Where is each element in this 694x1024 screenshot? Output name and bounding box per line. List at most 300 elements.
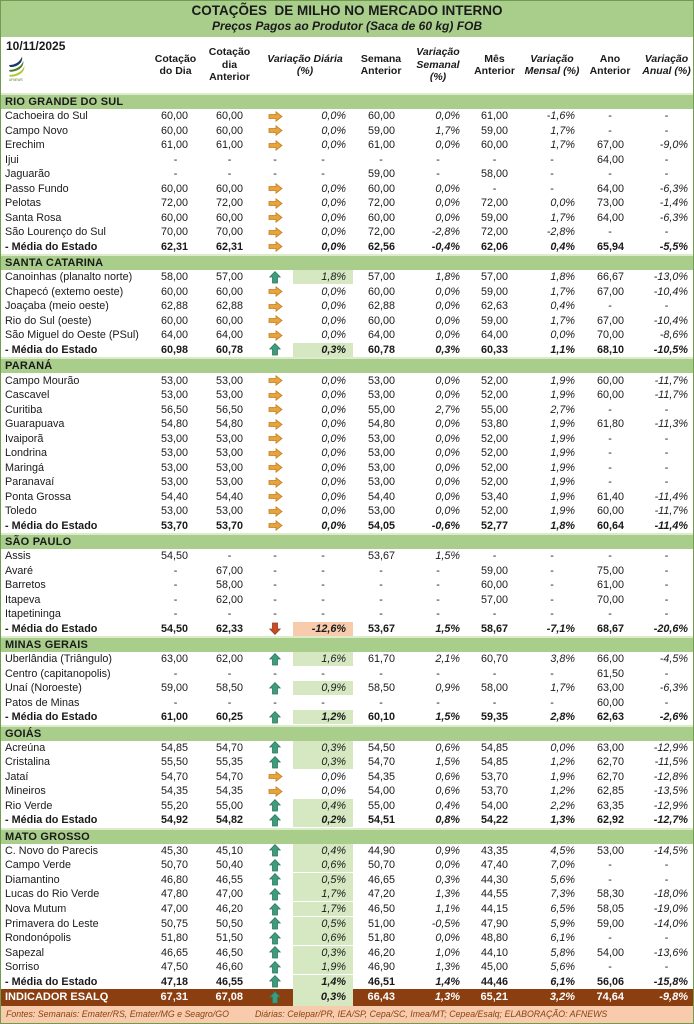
price-cell: 52,00: [480, 505, 508, 518]
variation-cell: -: [436, 696, 440, 709]
price-cell: 61,00: [480, 110, 508, 123]
price-cell: 59,00: [480, 124, 508, 137]
price-cell: 62,00: [215, 593, 243, 606]
price-cell: 53,00: [160, 389, 188, 402]
table-row: [1, 109, 693, 124]
variation-cell: 7,3%: [550, 888, 575, 901]
price-cell: -: [227, 550, 232, 563]
price-cell: 67,31: [160, 990, 188, 1003]
price-cell: 53,00: [367, 476, 395, 489]
variation-cell: 5,9%: [550, 917, 575, 930]
price-cell: -: [608, 961, 612, 974]
price-cell: 60,00: [215, 110, 243, 123]
variation-cell: 0,0%: [435, 476, 460, 489]
price-cell: 58,50: [367, 682, 395, 695]
price-cell: -: [379, 608, 383, 621]
right-arrow-icon: [257, 328, 293, 343]
variation-cell: -: [321, 667, 325, 680]
location-label: Campo Novo: [5, 124, 69, 137]
variation-cell: -: [321, 579, 325, 592]
up-arrow-icon: [257, 652, 293, 667]
price-cell: 53,00: [367, 432, 395, 445]
variation-cell: 1,3%: [435, 888, 460, 901]
variation-cell: -: [436, 667, 440, 680]
price-cell: 68,10: [596, 343, 624, 356]
footer-sources-weekly: Fontes: Semanais: Emater/RS, Emater/MG e Seagro/GO: [6, 1009, 229, 1020]
variation-cell: 2,2%: [550, 799, 575, 812]
price-cell: -: [608, 550, 612, 563]
table-row: [1, 945, 693, 960]
location-label: Primavera do Leste: [5, 917, 99, 930]
right-arrow-icon: [257, 373, 293, 388]
price-cell: 58,00: [480, 168, 508, 181]
section-header-minas-gerais: MINAS GERAIS: [1, 636, 693, 652]
price-cell: 51,80: [160, 932, 188, 945]
price-cell: 52,00: [480, 374, 508, 387]
variation-cell: 1,8%: [293, 270, 353, 284]
price-cell: 61,50: [596, 667, 624, 680]
price-cell: 53,00: [160, 476, 188, 489]
variation-cell: 0,0%: [435, 432, 460, 445]
table-row: [1, 225, 693, 240]
price-cell: 62,92: [596, 814, 624, 827]
price-cell: 59,35: [480, 711, 508, 724]
column-header-2: Variação Diária (%): [267, 52, 343, 77]
right-arrow-icon: [257, 240, 293, 255]
column-header-4: Variação Semanal (%): [416, 46, 460, 84]
price-cell: 44,55: [480, 888, 508, 901]
variation-cell: 0,0%: [435, 374, 460, 387]
variation-cell: 0,4%: [293, 844, 353, 858]
variation-cell: 1,9%: [550, 505, 575, 518]
price-cell: 46,20: [367, 946, 395, 959]
table-row: [1, 813, 693, 828]
table-row: [1, 844, 693, 859]
price-cell: 46,90: [367, 961, 395, 974]
price-cell: 64,00: [480, 329, 508, 342]
table-row: [1, 652, 693, 667]
price-cell: 60,00: [367, 314, 395, 327]
price-cell: 60,00: [215, 182, 243, 195]
variation-cell: 1,9%: [293, 960, 353, 974]
variation-cell: 1,5%: [435, 711, 460, 724]
variation-cell: 0,3%: [293, 946, 353, 960]
variation-cell: -1,6%: [546, 110, 575, 123]
price-cell: 60,00: [160, 110, 188, 123]
variation-cell: 0,0%: [550, 741, 575, 754]
variation-cell: 0,0%: [435, 389, 460, 402]
variation-cell: -10,4%: [653, 285, 688, 298]
price-cell: 61,00: [160, 711, 188, 724]
variation-cell: 0,0%: [321, 240, 346, 253]
table-row: [1, 182, 693, 197]
price-cell: 58,00: [480, 682, 508, 695]
no-change-dash: -: [273, 168, 277, 181]
price-cell: 62,85: [596, 785, 624, 798]
variation-cell: 2,8%: [550, 711, 575, 724]
variation-cell: -: [664, 564, 669, 577]
right-arrow-icon: [257, 460, 293, 475]
table-row: [1, 446, 693, 461]
price-cell: 64,00: [596, 182, 624, 195]
location-label: Rondonópolis: [5, 932, 72, 945]
price-cell: 51,00: [367, 917, 395, 930]
price-cell: 54,35: [160, 785, 188, 798]
variation-cell: -12,6%: [293, 622, 353, 636]
right-arrow-icon: [257, 388, 293, 403]
variation-cell: 1,0%: [435, 946, 460, 959]
price-cell: 43,35: [480, 844, 508, 857]
price-cell: 52,00: [480, 447, 508, 460]
variation-cell: -: [664, 696, 669, 709]
variation-cell: 0,0%: [321, 139, 346, 152]
variation-cell: 0,0%: [321, 461, 346, 474]
variation-cell: -11,7%: [654, 505, 688, 518]
variation-cell: -12,8%: [653, 770, 688, 783]
price-cell: 60,64: [596, 519, 624, 532]
price-cell: -: [173, 564, 178, 577]
variation-cell: 0,9%: [435, 682, 460, 695]
table-row: [1, 285, 693, 300]
table-row: [1, 402, 693, 417]
variation-cell: -: [664, 168, 669, 181]
variation-cell: -: [664, 432, 669, 445]
price-cell: 62,63: [480, 300, 508, 313]
price-cell: 54,85: [480, 741, 508, 754]
variation-cell: -: [436, 608, 440, 621]
price-cell: 62,56: [367, 240, 395, 253]
price-cell: 46,80: [160, 873, 188, 886]
price-cell: -: [173, 696, 178, 709]
price-cell: 60,00: [160, 211, 188, 224]
location-label: Canoinhas (planalto norte): [5, 271, 133, 284]
price-cell: 52,00: [480, 432, 508, 445]
table-row: [1, 373, 693, 388]
location-label: Toledo: [5, 505, 37, 518]
variation-cell: -: [664, 859, 669, 872]
price-cell: 67,00: [596, 314, 624, 327]
table-row: [1, 314, 693, 329]
no-change-dash: -: [273, 550, 277, 563]
location-label: Chapecó (extemo oeste): [5, 285, 124, 298]
price-cell: 60,00: [480, 139, 508, 152]
price-cell: 53,00: [160, 432, 188, 445]
price-cell: 65,21: [480, 990, 508, 1003]
price-cell: 67,00: [596, 285, 624, 298]
variation-cell: 0,0%: [321, 124, 346, 137]
price-cell: 52,77: [480, 519, 508, 532]
no-change-dash: -: [273, 608, 277, 621]
variation-cell: 1,5%: [435, 622, 460, 635]
variation-cell: 2,1%: [435, 653, 460, 666]
variation-cell: -13,6%: [653, 946, 688, 959]
variation-cell: 5,6%: [550, 873, 575, 886]
column-header-8: Variação Anual (%): [642, 52, 691, 77]
variation-cell: 0,0%: [321, 785, 346, 798]
price-cell: 51,80: [367, 932, 395, 945]
price-cell: -: [379, 593, 383, 606]
location-label: São Lourenço do Sul: [5, 226, 106, 239]
right-arrow-icon: [257, 109, 293, 124]
right-arrow-icon: [257, 211, 293, 226]
price-cell: -: [173, 579, 178, 592]
price-cell: 54,50: [160, 550, 188, 563]
variation-cell: -0,4%: [431, 240, 460, 253]
variation-cell: 1,8%: [550, 519, 575, 532]
variation-cell: -: [436, 579, 440, 592]
price-cell: 53,40: [480, 490, 508, 503]
price-cell: 56,50: [215, 403, 243, 416]
variation-cell: 0,3%: [293, 741, 353, 755]
location-label: Maringá: [5, 461, 45, 474]
price-cell: 53,70: [160, 519, 188, 532]
price-cell: -: [608, 461, 612, 474]
variation-cell: 0,0%: [435, 139, 460, 152]
price-cell: 59,00: [480, 211, 508, 224]
price-cell: 60,00: [215, 211, 243, 224]
price-cell: 46,65: [160, 946, 188, 959]
price-cell: -: [608, 168, 612, 181]
variation-cell: 0,0%: [321, 285, 346, 298]
variation-cell: -7,1%: [546, 622, 575, 635]
table-row: [1, 974, 693, 989]
variation-cell: -: [664, 932, 669, 945]
variation-cell: -: [664, 550, 669, 563]
price-cell: 54,92: [160, 814, 188, 827]
variation-cell: 0,0%: [321, 110, 346, 123]
price-cell: 47,80: [160, 888, 188, 901]
variation-cell: -: [664, 593, 669, 606]
table-row: [1, 196, 693, 211]
price-cell: 53,00: [215, 447, 243, 460]
variation-cell: 0,6%: [435, 741, 460, 754]
variation-cell: -: [321, 608, 325, 621]
price-cell: 55,20: [160, 799, 188, 812]
price-cell: 60,00: [596, 374, 624, 387]
variation-cell: 0,0%: [321, 505, 346, 518]
right-arrow-icon: [257, 196, 293, 211]
variation-cell: 0,0%: [321, 182, 346, 195]
price-cell: 55,00: [480, 403, 508, 416]
variation-cell: -11,7%: [654, 389, 688, 402]
section-header-s-o-paulo: SÃO PAULO: [1, 533, 693, 549]
variation-cell: 1,7%: [293, 887, 353, 901]
price-cell: 53,00: [367, 461, 395, 474]
location-label: Patos de Minas: [5, 696, 80, 709]
up-arrow-icon: [257, 681, 293, 696]
price-cell: 56,06: [596, 975, 624, 988]
price-cell: 60,00: [367, 110, 395, 123]
price-cell: 53,00: [215, 476, 243, 489]
variation-cell: -: [550, 168, 554, 181]
price-cell: 46,50: [367, 903, 395, 915]
price-cell: 46,50: [215, 946, 243, 959]
table-row: [1, 592, 693, 607]
page-subtitle: Preços Pagos ao Produtor (Saca de 60 kg) FOB: [211, 19, 483, 33]
price-cell: -: [227, 153, 232, 166]
price-cell: 63,35: [596, 799, 624, 812]
price-cell: 54,51: [367, 814, 395, 827]
variation-cell: -: [664, 667, 669, 680]
price-cell: 53,00: [367, 374, 395, 387]
price-cell: 61,00: [367, 139, 395, 152]
price-cell: 62,88: [160, 300, 188, 313]
variation-cell: 1,5%: [435, 550, 460, 563]
price-cell: 52,00: [480, 476, 508, 489]
price-cell: 60,00: [480, 579, 508, 592]
no-change-dash: -: [273, 153, 277, 166]
variation-cell: -11,5%: [654, 756, 688, 769]
price-cell: 53,67: [367, 550, 395, 563]
price-cell: 72,00: [367, 197, 395, 210]
variation-cell: -2,8%: [431, 226, 460, 239]
state-average-label: - Média do Estado: [5, 814, 98, 827]
price-cell: 53,70: [480, 770, 508, 783]
variation-cell: -14,5%: [653, 844, 688, 857]
price-cell: 50,50: [215, 917, 243, 930]
price-cell: 60,00: [596, 389, 624, 402]
price-cell: -: [227, 168, 232, 181]
price-cell: 60,00: [215, 314, 243, 327]
variation-cell: 0,0%: [435, 110, 460, 123]
table-row: [1, 549, 693, 564]
variation-cell: 1,3%: [434, 990, 460, 1003]
price-cell: 53,00: [367, 389, 395, 402]
variation-cell: -2,6%: [659, 711, 688, 724]
variation-cell: -9,8%: [659, 990, 688, 1003]
price-cell: 50,70: [160, 859, 188, 872]
page-title: COTAÇÕES DE MILHO NO MERCADO INTERNO: [191, 3, 503, 18]
variation-cell: 1,1%: [435, 903, 460, 915]
right-arrow-icon: [257, 299, 293, 314]
indicator-label: INDICADOR ESALQ: [5, 990, 109, 1003]
variation-cell: -10,4%: [653, 314, 688, 327]
right-arrow-icon: [257, 475, 293, 490]
variation-cell: -: [664, 124, 669, 137]
table-row: [1, 431, 693, 446]
price-cell: 53,00: [367, 447, 395, 460]
up-arrow-icon: [257, 741, 293, 756]
variation-cell: 0,0%: [435, 859, 460, 872]
table-row: [1, 931, 693, 946]
price-cell: 53,67: [367, 622, 395, 635]
variation-cell: -: [436, 168, 440, 181]
title-bar: [1, 1, 693, 37]
variation-cell: 0,0%: [435, 329, 460, 342]
price-cell: 70,00: [596, 593, 624, 606]
variation-cell: 1,3%: [435, 961, 460, 974]
price-cell: -: [173, 168, 178, 181]
variation-cell: 3,8%: [550, 653, 575, 666]
table-row: [1, 138, 693, 153]
price-cell: 46,51: [367, 975, 395, 988]
price-cell: 59,00: [480, 564, 508, 577]
table-row: [1, 741, 693, 756]
variation-cell: 1,8%: [435, 271, 460, 284]
price-cell: 61,80: [596, 418, 624, 431]
price-cell: 53,00: [367, 505, 395, 518]
up-arrow-icon: [257, 873, 293, 888]
variation-cell: 0,0%: [435, 461, 460, 474]
variation-cell: 0,0%: [435, 314, 460, 327]
price-cell: 59,00: [480, 285, 508, 298]
price-cell: 59,00: [596, 917, 624, 930]
price-cell: -: [492, 667, 497, 680]
variation-cell: -11,4%: [654, 490, 688, 503]
location-label: Passo Fundo: [5, 182, 69, 195]
price-cell: 57,00: [480, 593, 508, 606]
variation-cell: -: [550, 608, 554, 621]
price-cell: 53,00: [160, 505, 188, 518]
price-cell: 45,10: [215, 844, 243, 857]
price-cell: 56,50: [160, 403, 188, 416]
price-cell: 61,70: [367, 653, 395, 666]
price-cell: 54,80: [215, 418, 243, 431]
price-cell: -: [608, 226, 612, 239]
variation-cell: -: [321, 696, 325, 709]
price-cell: 60,00: [160, 285, 188, 298]
price-cell: 54,85: [480, 756, 508, 769]
variation-cell: 0,0%: [435, 490, 460, 503]
variation-cell: 0,6%: [293, 931, 353, 945]
price-cell: 62,06: [480, 240, 508, 253]
price-cell: 72,00: [160, 197, 188, 210]
price-cell: 44,30: [480, 873, 508, 886]
variation-cell: 0,5%: [293, 873, 353, 887]
variation-cell: -: [550, 550, 554, 563]
price-cell: 64,00: [160, 329, 188, 342]
price-cell: 63,00: [160, 653, 188, 666]
price-cell: 53,00: [215, 432, 243, 445]
variation-cell: -14,0%: [653, 917, 688, 930]
price-cell: 46,55: [215, 873, 243, 886]
footer-sources-daily: Diárias: Celepar/PR, IEA/SP, Cepa/SC, Imea/MT; Cepea/Esalq; ELABORAÇÃO: AFNEWS: [254, 1009, 608, 1020]
price-cell: 54,50: [160, 622, 188, 635]
state-average-label: - Média do Estado: [5, 519, 98, 532]
up-arrow-icon: [257, 270, 293, 285]
location-label: Sorriso: [5, 961, 40, 974]
price-cell: -: [379, 153, 383, 166]
price-cell: 60,00: [215, 124, 243, 137]
price-cell: -: [173, 667, 178, 680]
variation-cell: 0,0%: [435, 211, 460, 224]
variation-cell: -: [550, 182, 554, 195]
table-row: [1, 696, 693, 711]
up-arrow-icon: [257, 858, 293, 873]
variation-cell: 5,6%: [550, 961, 575, 974]
variation-cell: -: [321, 564, 325, 577]
state-average-label: - Média do Estado: [5, 240, 98, 253]
variation-cell: 1,9%: [550, 490, 575, 503]
price-cell: 62,00: [215, 653, 243, 666]
price-cell: 46,65: [367, 873, 395, 886]
price-cell: -: [492, 608, 497, 621]
location-label: Uberlândia (Triângulo): [5, 653, 113, 666]
table-row: [1, 563, 693, 578]
up-arrow-icon: [257, 755, 293, 770]
price-cell: 51,50: [215, 932, 243, 945]
variation-cell: 1,7%: [550, 139, 575, 152]
variation-cell: -: [550, 593, 554, 606]
variation-cell: -12,9%: [653, 741, 688, 754]
price-cell: 66,00: [596, 653, 624, 666]
price-cell: 60,98: [160, 343, 188, 356]
variation-cell: -12,7%: [653, 814, 688, 827]
price-cell: 47,18: [160, 975, 188, 988]
price-cell: 54,80: [367, 418, 395, 431]
table-row: [1, 388, 693, 403]
location-label: Campo Mourão: [5, 374, 80, 387]
